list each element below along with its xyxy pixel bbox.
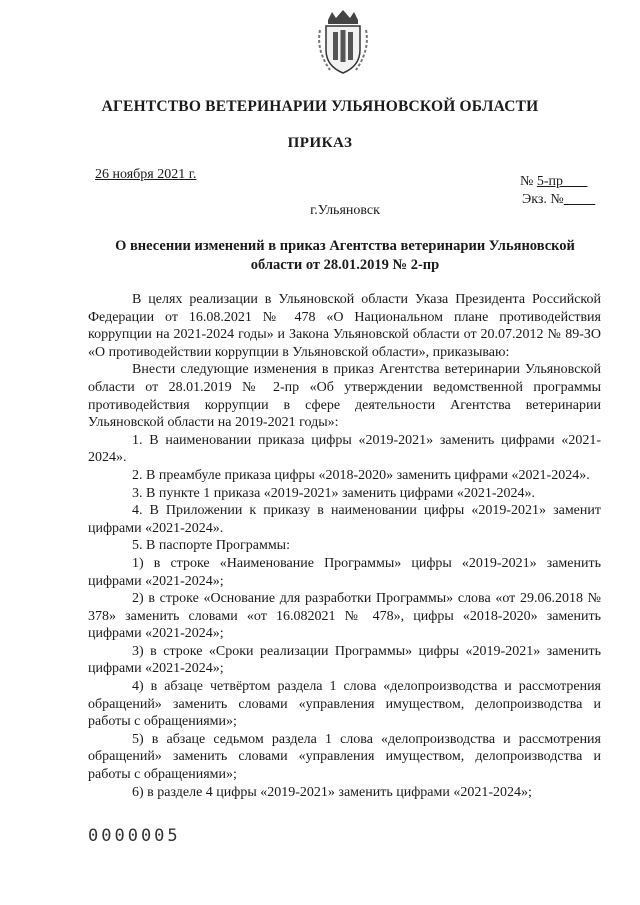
agency-name: АГЕНТСТВО ВЕТЕРИНАРИИ УЛЬЯНОВСКОЙ ОБЛАСТИ [101, 98, 539, 115]
paragraph: 2. В преамбуле приказа цифры «2018-2020» заменить цифрами «2021-2024». [132, 467, 590, 483]
paragraph: 3. В пункте 1 приказа «2019-2021» заменить цифрами «2021-2024». [132, 485, 536, 501]
paragraph: 6) в разделе 4 цифры «2019-2021» заменить цифрами «2021-2024»; [132, 784, 532, 800]
number-value: 5-пр [536, 174, 564, 189]
paragraph: Внести следующие изменения в приказ Агентства ветеринарии Ульяновской области от 28.01.2019 № 2-пр «Об утверждении ведомственной программы противодействия коррупции в сфере деятельности Агентства ветеринарии Ульяновской области на 2019-2021 годы»: [88, 362, 601, 431]
paragraph: 4) в абзаце четвёртом раздела 1 слова «делопроизводства и рассмотрения обращений» заменить словами «управления имуществом, делопроизводства и работы с обращениями»; [88, 679, 601, 730]
paragraph: 1. В наименовании приказа цифры «2019-2021» заменить цифрами «2021-2024». [88, 432, 601, 466]
serial-number: 0000005 [88, 826, 181, 846]
number-label: № [520, 174, 534, 189]
coat-of-arms-icon [316, 10, 370, 76]
paragraph: 2) в строке «Основание для разработки Программы» слова «от 29.06.2018 № 378» заменить словами «от 16.082021 № 478», цифры «2018-2020» заменить цифрами «2021-2024»; [88, 591, 601, 642]
document-subject: О внесении изменений в приказ Агентства ветеринарии Ульяновской области от 28.01.2019 № 2-пр [115, 238, 575, 273]
paragraph: 1) в строке «Наименование Программы» цифры «2019-2021» заменить цифрами «2021-2024»; [88, 555, 601, 589]
copy-label: Экз. № [522, 192, 564, 207]
paragraph: В целях реализации в Ульяновской области Указа Президента Российской Федерации от 16.08.2021 № 478 «О Национальном плане противодействия коррупции на 2021-2024 годы» и Закона Ульяновской области от 20.07.2012 № 89-ЗО «О противодействии коррупции в Ульяновской области», приказываю: [88, 292, 601, 360]
paragraph: 5. В паспорте Программы: [132, 538, 290, 554]
document-type: ПРИКАЗ [287, 135, 353, 151]
document-body [88, 291, 601, 801]
paragraph: 5) в абзаце седьмом раздела 1 слова «делопроизводства и рассмотрения обращений» заменить словами «управления имуществом, делопроизводства и работы с обращениями»; [88, 731, 601, 783]
document-date: 26 ноября 2021 г. [95, 167, 197, 182]
city: г.Ульяновск [310, 203, 380, 218]
paragraph: 4. В Приложении к приказу в наименовании цифры «2019-2021» заменит цифрами «2021-2024». [88, 503, 601, 536]
document-number [520, 174, 588, 190]
paragraph: 3) в строке «Сроки реализации Программы» цифры «2019-2021» заменить цифрами «2021-2024»; [88, 643, 601, 677]
